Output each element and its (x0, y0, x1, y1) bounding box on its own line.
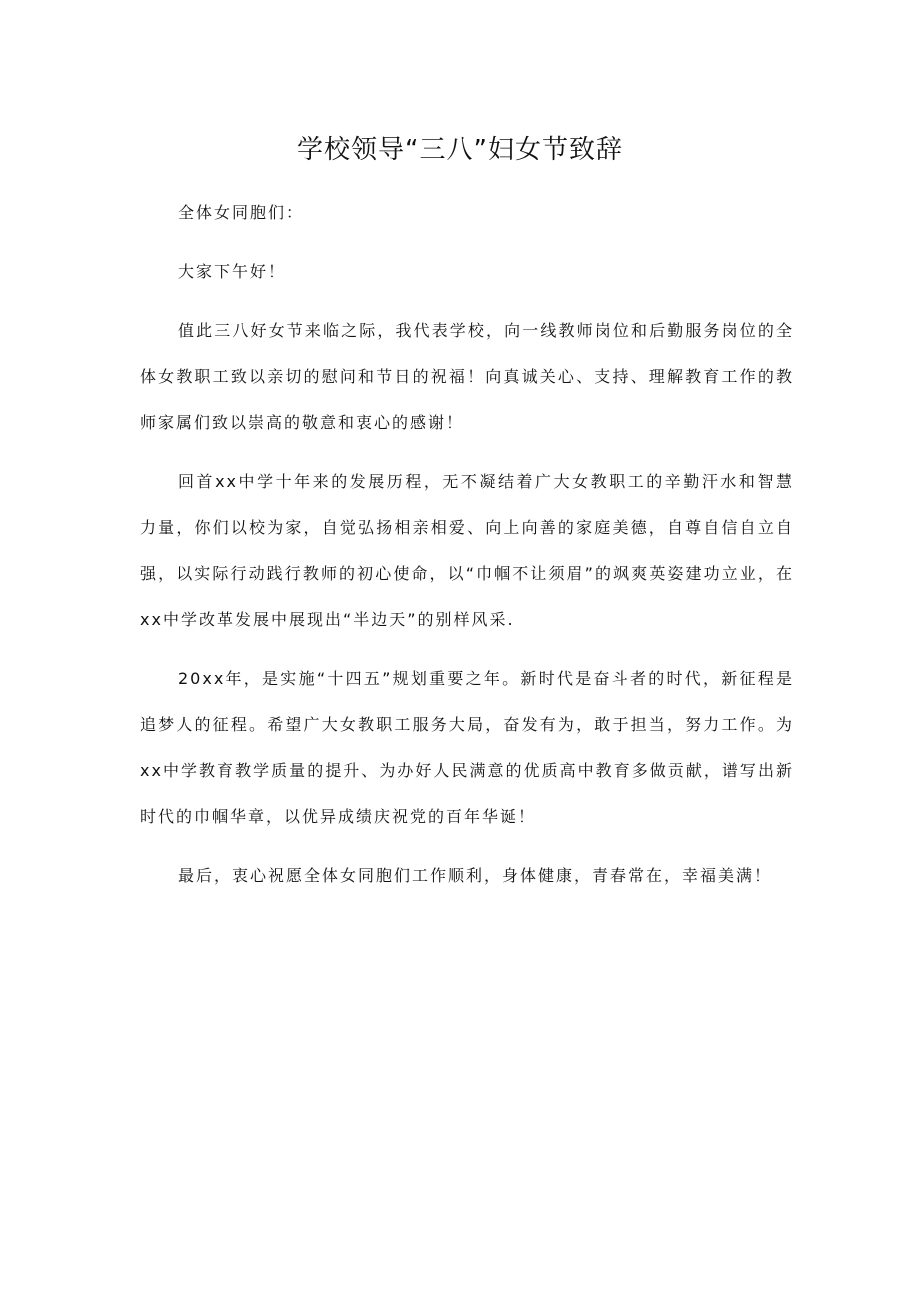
document-body (140, 190, 794, 912)
body-paragraph: 回首xx中学十年来的发展历程，无不凝结着广大女教职工的辛勤汗水和智慧力量，你们以校为家，自觉弘扬相亲相爱、向上向善的家庭美德，自尊自信自立自强，以实际行动践行教师的初心使命，以“巾帼不让须眉”的飒爽英姿建功立业，在xx中学改革发展中展现出“半边天”的别样风采. (140, 472, 794, 629)
document-title: 学校领导“三八”妇女节致辞 (297, 135, 623, 165)
greeting-paragraph: 大家下午好！ (178, 262, 287, 281)
salutation-paragraph: 全体女同胞们： (178, 203, 305, 222)
body-paragraph: 20xx年，是实施“十四五”规划重要之年。新时代是奋斗者的时代，新征程是追梦人的征程。希望广大女教职工服务大局，奋发有为，敢于担当，努力工作。为xx中学教育教学质量的提升、为办好人民满意的优质高中教育多做贡献，谱写出新时代的巾帼华章，以优异成绩庆祝党的百年华诞！ (140, 669, 794, 826)
closing-paragraph: 最后，衷心祝愿全体女同胞们工作顺利，身体健康，青春常在，幸福美满！ (178, 866, 773, 885)
body-paragraph: 值此三八好女节来临之际，我代表学校，向一线教师岗位和后勤服务岗位的全体女教职工致以亲切的慰问和节日的祝福！向真诚关心、支持、理解教育工作的教师家属们致以崇高的敬意和衷心的感谢！ (140, 321, 794, 432)
